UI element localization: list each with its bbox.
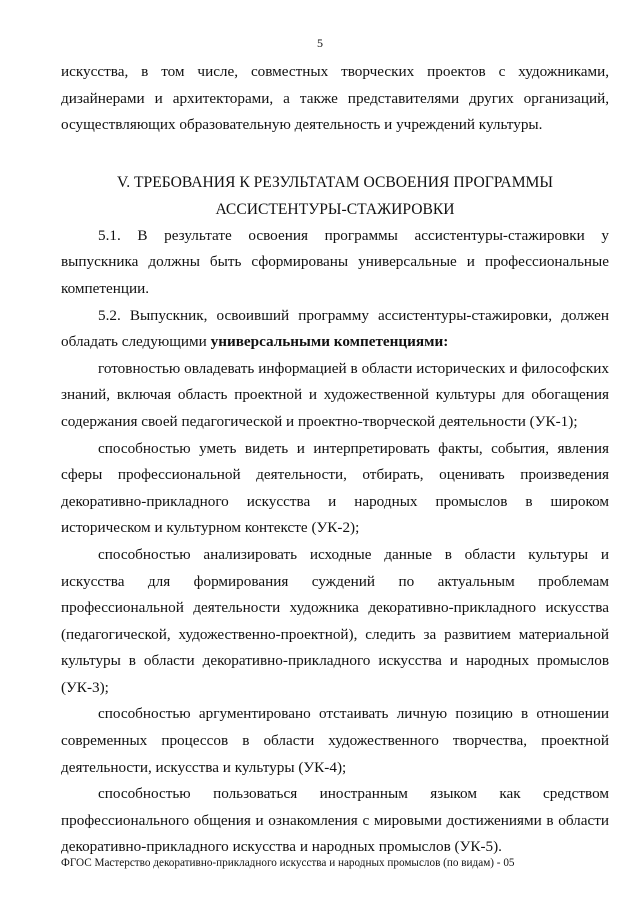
paragraph-5-2-lead: 5.2. Выпускник, освоивший программу ассистентуры-стажировки, должен обладать следующими [61,306,609,351]
section-heading [61,169,609,223]
page-number: 5 [317,36,323,50]
intro-paragraph: искусства, в том числе, совместных творческих проектов с художниками, дизайнерами и архитекторами, а также представителями других организаций, осуществляющих образовательную деятельность и учреждений культуры. [61,63,609,134]
paragraph-5-2-bold: универсальными компетенциями: [210,333,449,351]
paragraph-5-2 [61,303,609,356]
competency-uk-1: готовностью овладевать информацией в области исторических и философских знаний, включая область проектной и художественной культуры для обогащения содержания своей педагогической и проектно-творческой деятельности (УК-1); [61,359,609,430]
section-heading-line-2: АССИСТЕНТУРЫ-СТАЖИРОВКИ [215,200,455,218]
competency-uk-3: способностью анализировать исходные данные в области культуры и искусства для формирования суждений по актуальным проблемам профессиональной деятельности художника декоративно-прикладного искусства (педагогической, художественно-проектной), следить за развитием материальной культуры в области декоративно-прикладного искусства и народных промыслов (УК-3); [61,545,609,696]
section-heading-line-1: V. ТРЕБОВАНИЯ К РЕЗУЛЬТАТАМ ОСВОЕНИЯ ПРОГРАММЫ [116,173,554,191]
competency-uk-5: способностью пользоваться иностранным языком как средством профессионального общения и ознакомления с мировыми достижениями в области декоративно-прикладного искусства и народных промыслов (УК-5). [61,785,609,856]
competency-uk-4: способностью аргументировано отстаивать личную позицию в отношении современных процессов в области художественного творчества, проектной деятельности, искусства и культуры (УК-4); [61,705,609,776]
page-footer: ФГОС Мастерство декоративно-прикладного искусства и народных промыслов (по видам) - 05 [61,857,515,869]
paragraph-5-1: 5.1. В результате освоения программы ассистентуры-стажировки у выпускника должны быть сформированы универсальные и профессиональные компетенции. [61,226,609,297]
document-body [61,59,609,861]
competency-uk-2: способностью уметь видеть и интерпретировать факты, события, явления сферы профессиональной деятельности, отбирать, оценивать произведения декоративно-прикладного искусства и народных промыслов в широком историческом и культурном контексте (УК-2); [61,439,609,537]
